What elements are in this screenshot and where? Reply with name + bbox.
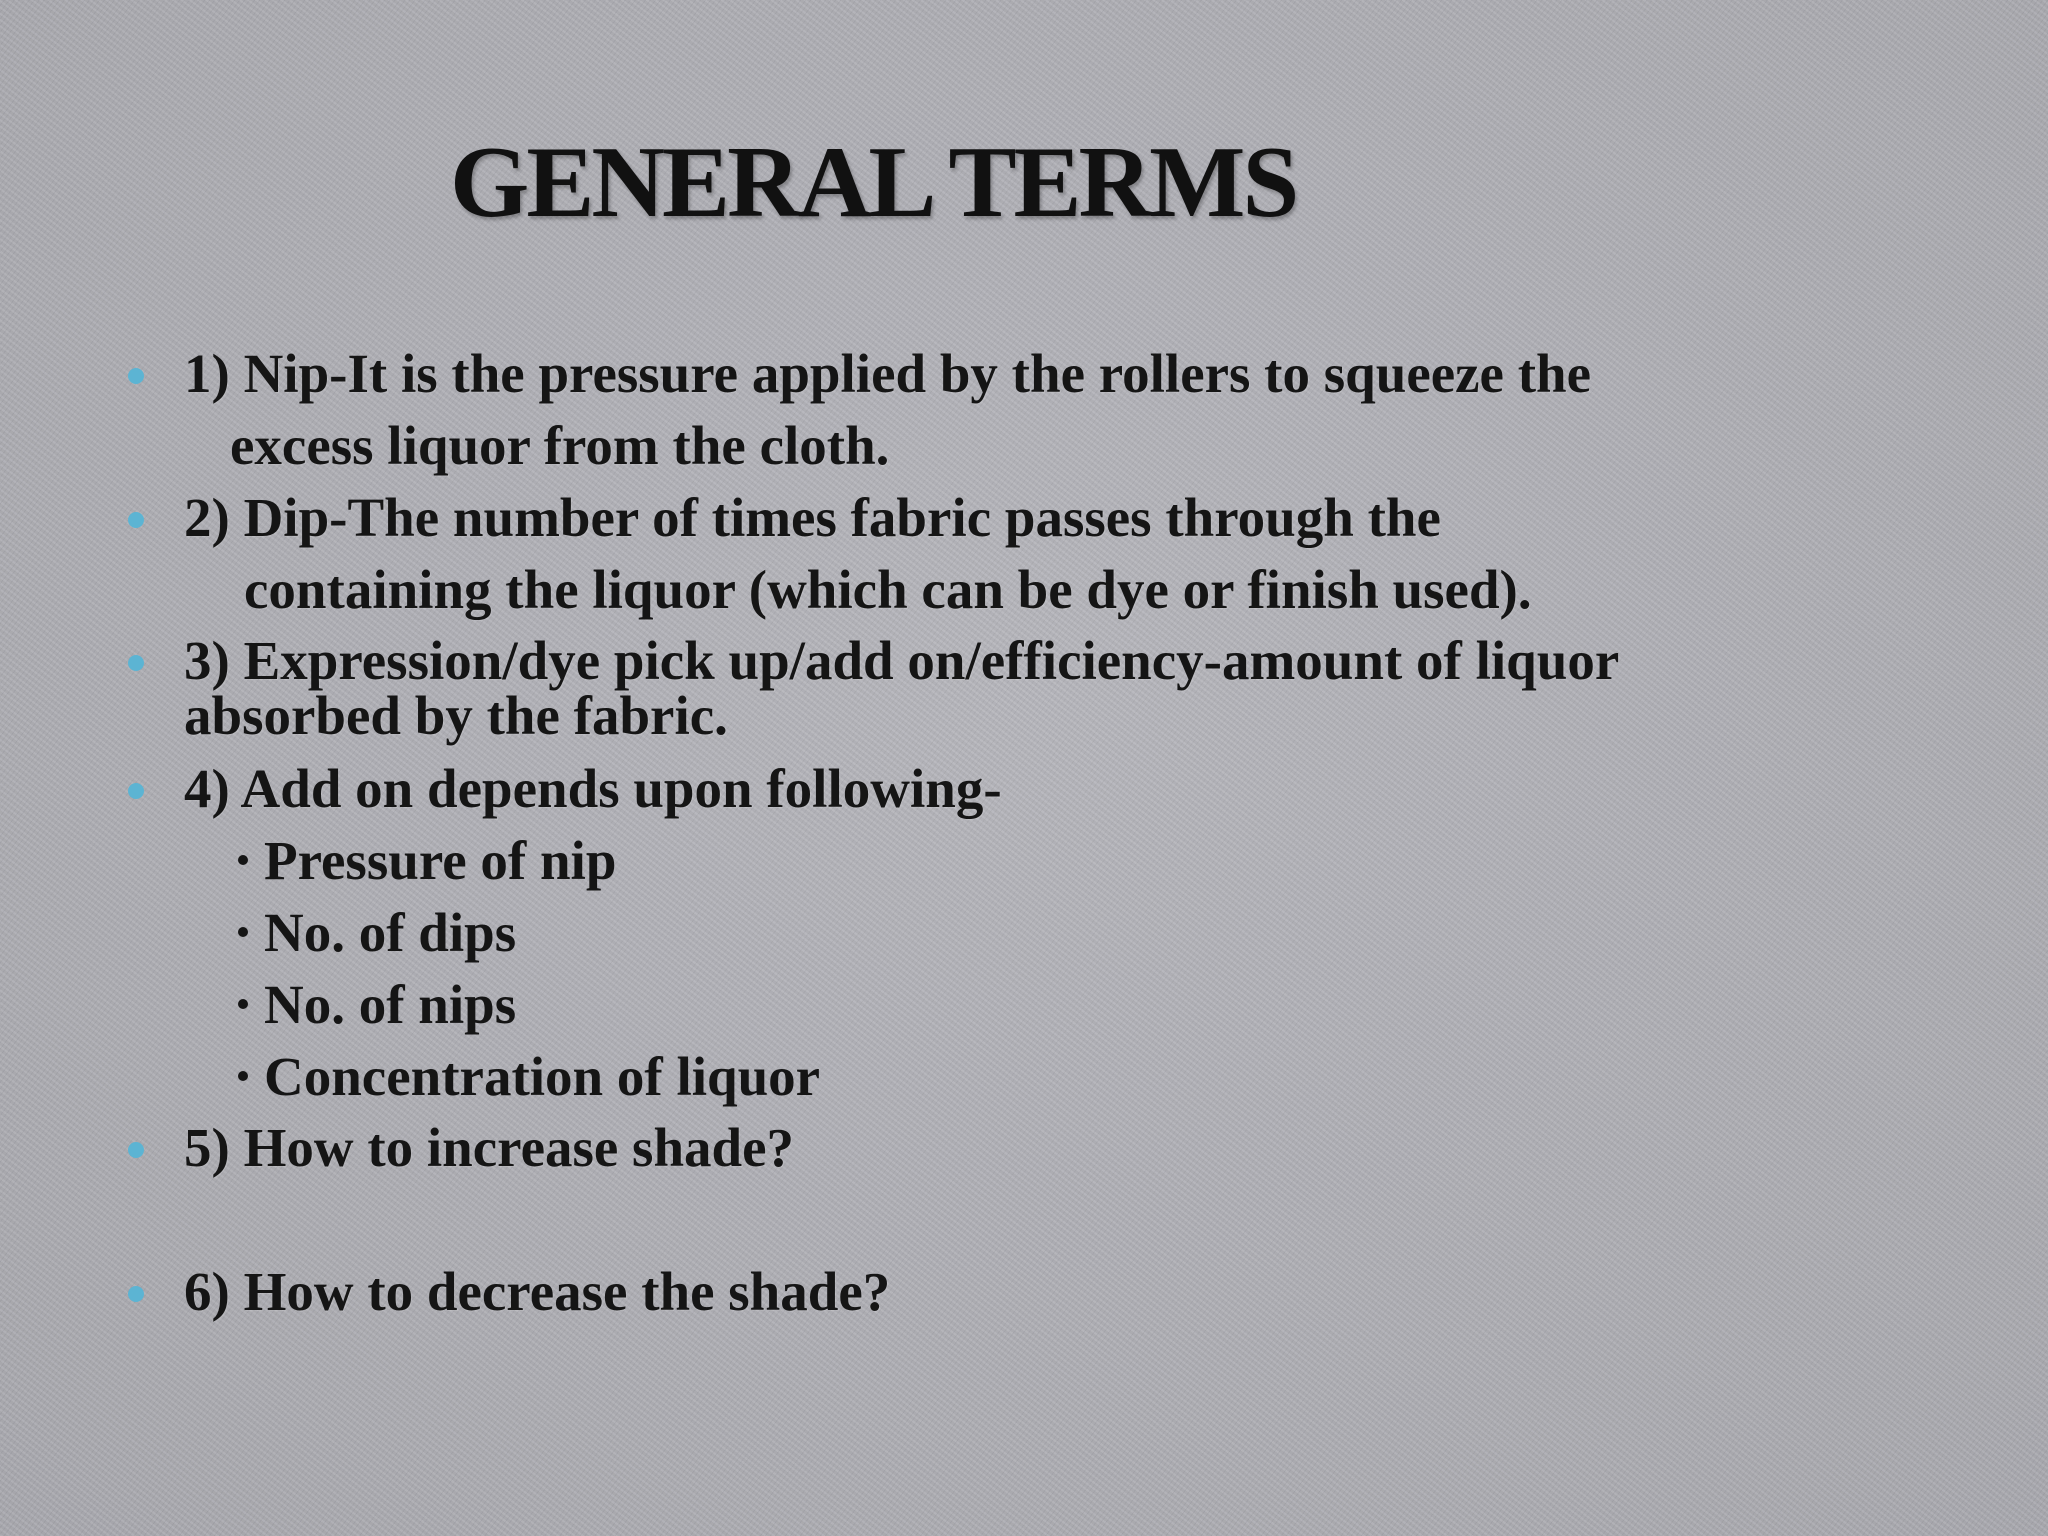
bullet-icon xyxy=(128,1286,144,1302)
sub-item xyxy=(238,975,516,1035)
bullet-icon xyxy=(128,655,144,671)
sub-item xyxy=(238,903,516,963)
sub-bullet-icon xyxy=(238,999,248,1009)
sub-item-label: No. of nips xyxy=(264,974,517,1035)
bullet-icon xyxy=(128,783,144,799)
sub-item-label: Pressure of nip xyxy=(264,830,617,891)
bullet-item-3-line-1: 3) Expression/dye pick up/add on/efficiency-amount of liquor xyxy=(184,630,1620,691)
bullet-item-4: 4) Add on depends upon following- xyxy=(184,758,1002,819)
slide-title: GENERAL TERMS xyxy=(450,126,1297,239)
bullet-icon xyxy=(128,1142,144,1158)
bullet-item-5: 5) How to increase shade? xyxy=(184,1117,795,1178)
sub-item-label: Concentration of liquor xyxy=(264,1046,821,1107)
bullet-item-2-line-2: containing the liquor (which can be dye or finish used). xyxy=(244,559,1532,620)
sub-bullet-icon xyxy=(238,1071,248,1081)
bullet-icon xyxy=(128,368,144,384)
bullet-item-1-line-1: 1) Nip-It is the pressure applied by the rollers to squeeze the xyxy=(184,343,1592,404)
bullet-item-6: 6) How to decrease the shade? xyxy=(184,1261,891,1322)
bullet-item-1-line-2: excess liquor from the cloth. xyxy=(230,415,890,476)
sub-bullet-icon xyxy=(238,855,248,865)
sub-item-label: No. of dips xyxy=(264,902,517,963)
bullet-item-3-line-2: absorbed by the fabric. xyxy=(184,685,728,746)
bullet-icon xyxy=(128,512,144,528)
bullet-item-2-line-1: 2) Dip-The number of times fabric passes through the xyxy=(184,487,1441,548)
sub-item xyxy=(238,831,616,891)
sub-bullet-icon xyxy=(238,927,248,937)
sub-item xyxy=(238,1047,820,1107)
